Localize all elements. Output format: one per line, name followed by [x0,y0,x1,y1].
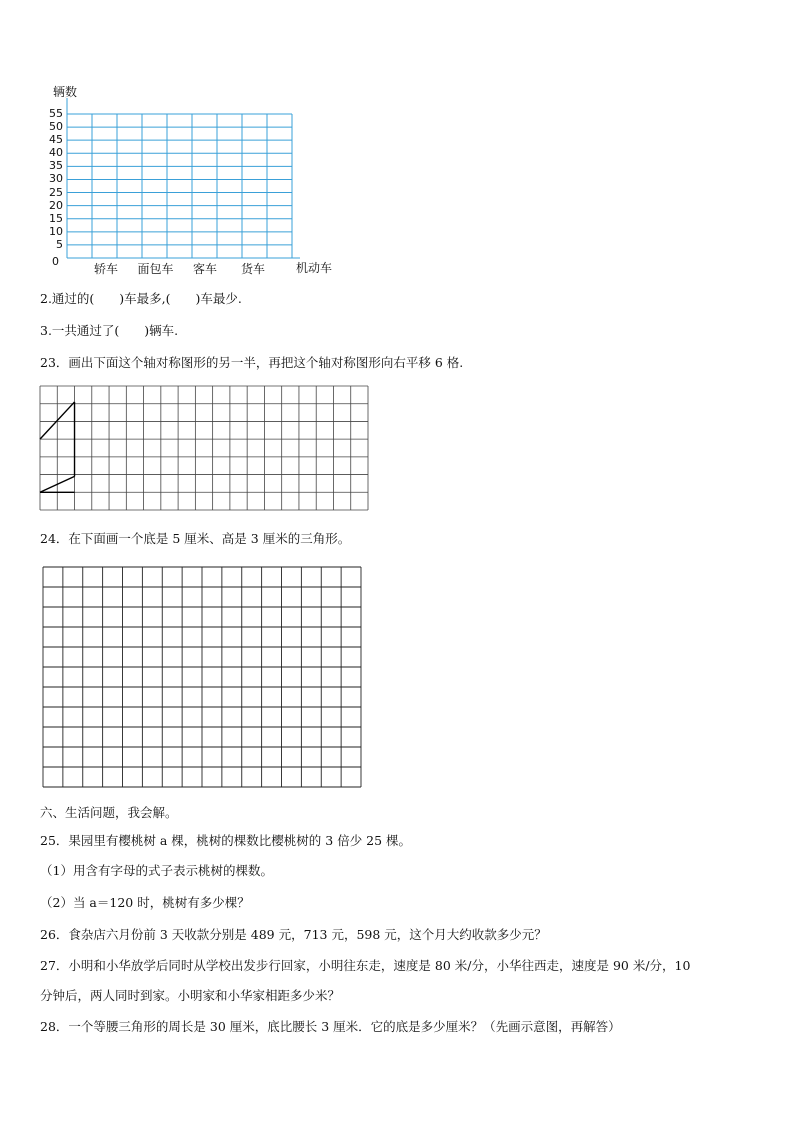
question-27-line-2: 分钟后，两人同时到家。小明家和小华家相距多少米？ [40,988,341,1003]
question-28: 28．一个等腰三角形的周长是 30 厘米，底比腰长 3 厘米．它的底是多少厘米？（先画示意图，再解答） [40,1019,621,1034]
question-27-line-1: 27．小明和小华放学后同时从学校出发步行回家，小明往东走，速度是 80 米/分，小华往西走，速度是 90 米/分，10 [40,958,691,973]
section-six-title: 六、生活问题，我会解。 [40,805,178,820]
x-category-label: 轿车 [94,262,119,276]
y-tick-label: 5 [56,237,63,251]
y-tick-label: 40 [49,146,63,160]
y-tick-label: 50 [49,120,63,134]
y-tick-label: 30 [49,172,63,186]
question-2: 2.通过的( )车最多,( )车最少. [40,291,242,306]
question-25-part-1: （1）用含有字母的式子表示桃树的棵数。 [40,863,273,878]
y-tick-label: 0 [52,255,59,268]
x-category-label: 货车 [241,262,266,276]
y-tick-label: 35 [49,159,63,173]
question-3: 3.一共通过了( )辆车. [40,323,179,338]
y-tick-label: 55 [49,107,63,120]
question-24: 24．在下面画一个底是 5 厘米、高是 3 厘米的三角形。 [40,531,351,546]
question-25: 25．果园里有樱桃树 a 棵，桃树的棵数比樱桃树的 3 倍少 25 棵。 [40,833,412,848]
question-26: 26．食杂店六月份前 3 天收款分别是 489 元，713 元，598 元，这个月大约收款多少元？ [40,927,547,942]
x-category-label: 面包车 [137,262,174,276]
y-tick-label: 45 [49,133,63,147]
y-tick-label: 20 [49,198,63,212]
x-axis-title: 机动车 [296,261,333,275]
y-axis-title: 辆数 [53,85,78,99]
y-tick-label: 10 [49,224,63,238]
y-tick-label: 25 [49,185,63,199]
question-23: 23．画出下面这个轴对称图形的另一半，再把这个轴对称图形向右平移 6 格. [40,355,464,370]
x-category-label: 客车 [193,262,218,276]
y-tick-label: 15 [49,211,63,225]
question-25-part-2: （2）当 a＝120 时，桃树有多少棵？ [40,895,250,910]
